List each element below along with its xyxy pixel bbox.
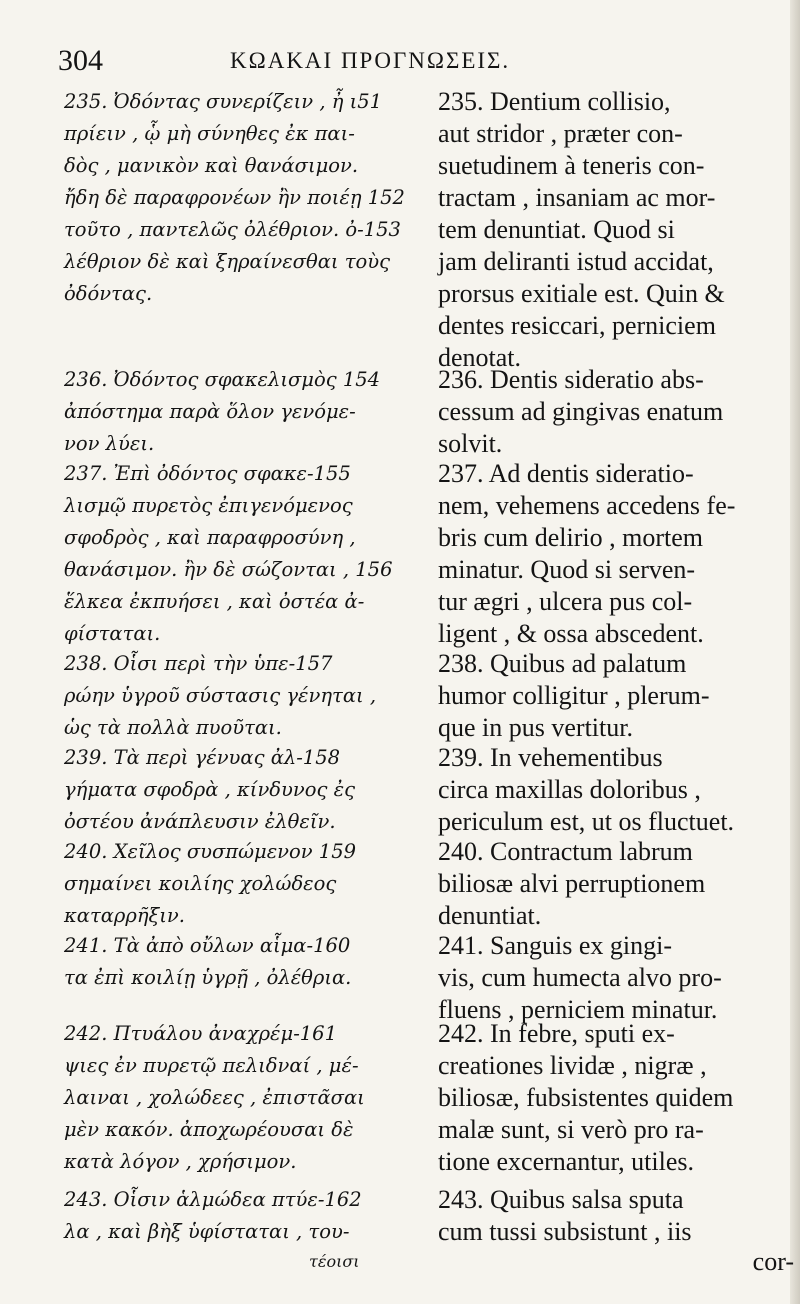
latin-text-line: 235. Dentium collisio, — [438, 87, 671, 116]
latin-text-line: cum tussi subsistunt , iis — [438, 1217, 692, 1246]
latin-text-line: tem denuntiat. Quod si — [438, 215, 675, 244]
greek-text-line: 236. Ὀδόντος σφακελισμὸς 154 — [64, 368, 381, 391]
latin-text-line: jam deliranti istud accidat, — [438, 247, 714, 276]
latin-text-line: tur ægri , ulcera pus col- — [438, 587, 693, 616]
latin-text-line: tione excernantur, utiles. — [438, 1147, 694, 1176]
greek-text-line: πρίειν , ᾧ μὴ σύνηθες ἐκ παι- — [64, 122, 355, 145]
greek-text-line: ὀστέου ἀνάπλευσιν ἐλθεῖν. — [64, 810, 336, 833]
greek-text-line: καταρρῆξιν. — [64, 904, 185, 927]
latin-text-line: bris cum delirio , mortem — [438, 523, 704, 552]
latin-text-line: 242. In febre, sputi ex- — [438, 1019, 675, 1048]
latin-text-line: malæ sunt, si verò pro ra- — [438, 1115, 704, 1144]
text-columns — [64, 86, 794, 1286]
greek-text-line: ρώην ὑγροῦ σύστασις γένηται , — [64, 684, 377, 707]
latin-text-line: minatur. Quod si serven- — [438, 555, 696, 584]
greek-text-line: 243. Οἷσιν ἁλμώδεα πτύε-162 — [64, 1188, 362, 1211]
greek-text-line: 238. Οἷσι περὶ τὴν ὑπε-157 — [64, 652, 333, 675]
greek-text-line: γήματα σφοδρὰ , κίνδυνος ἐς — [64, 778, 355, 801]
latin-text-line: 237. Ad dentis sideratio- — [438, 459, 694, 488]
latin-text-line: 238. Quibus ad palatum — [438, 649, 687, 678]
latin-text-line: 236. Dentis sideratio abs- — [438, 365, 704, 394]
latin-text-line: 241. Sanguis ex gingi- — [438, 931, 672, 960]
latin-text-line: aut stridor , præter con- — [438, 119, 683, 148]
greek-text-line: λέθριον δὲ καὶ ξηραίνεσθαι τοὺς — [64, 250, 391, 273]
latin-text-line: suetudinem à teneris con- — [438, 151, 705, 180]
greek-text-line: ἤδη δὲ παραφρονέων ἢν ποιέῃ 152 — [64, 186, 405, 209]
latin-text-line: 239. In vehementibus — [438, 743, 663, 772]
latin-text-line: ligent , & ossa abscedent. — [438, 619, 704, 648]
greek-text-line: 242. Πτυάλου ἀναχρέμ-161 — [64, 1022, 337, 1045]
latin-text-line: biliosæ alvi perruptionem — [438, 869, 706, 898]
greek-text-line: δὸς , μανικὸν καὶ θανάσιμον. — [64, 154, 359, 177]
latin-text-line: solvit. — [438, 429, 503, 458]
greek-text-line: τα ἐπὶ κοιλίῃ ὑγρῇ , ὀλέθρια. — [64, 966, 352, 989]
latin-text-line: humor colligitur , plerum- — [438, 681, 710, 710]
greek-text-line: σφοδρὸς , καὶ παραφροσύνη , — [64, 526, 356, 549]
latin-text-line: creationes lividæ , nigræ , — [438, 1051, 707, 1080]
greek-text-line: ἕλκεα ἐκπυήσει , καὶ ὀστέα ἀ- — [64, 590, 365, 613]
greek-text-line: νον λύει. — [64, 432, 155, 455]
page-header — [58, 38, 758, 78]
greek-text-line: ὡς τὰ πολλὰ πυοῦται. — [64, 716, 282, 739]
greek-text-line: 237. Ἐπὶ ὀδόντος σφακε-155 — [64, 462, 351, 485]
latin-text-line: vis, cum humecta alvo pro- — [438, 963, 722, 992]
greek-text-line: 240. Χεῖλος συσπώμενον 159 — [64, 840, 357, 863]
greek-text-line: τέοισι — [309, 1252, 360, 1271]
greek-text-line: 241. Τὰ ἀπὸ οὔλων αἷμα-160 — [64, 934, 351, 957]
greek-text-line: ὀδόντας. — [64, 282, 153, 305]
greek-text-line: τοῦτο , παντελῶς ὀλέθριον. ὀ-153 — [64, 218, 401, 241]
latin-text-line: cor- — [752, 1247, 794, 1276]
latin-text-line: que in pus vertitur. — [438, 713, 633, 742]
greek-text-line: λισμῷ πυρετὸς ἐπιγενόμενος — [64, 494, 353, 517]
greek-text-line: μὲν κακόν. ἀποχωρέουσαι δὲ — [64, 1118, 354, 1141]
greek-text-line: 239. Τὰ περὶ γένυας ἀλ-158 — [64, 746, 341, 769]
latin-text-line: denuntiat. — [438, 901, 542, 930]
greek-text-line: θανάσιμον. ἢν δὲ σώζονται , 156 — [64, 558, 393, 581]
latin-text-line: circa maxillas doloribus , — [438, 775, 701, 804]
page-number: 304 — [58, 44, 103, 77]
latin-text-line: 243. Quibus salsa sputa — [438, 1185, 684, 1214]
latin-text-line: dentes resiccari, perniciem — [438, 311, 716, 340]
latin-text-line: prorsus exitiale est. Quin & — [438, 279, 725, 308]
latin-text-line: nem, vehemens accedens fe- — [438, 491, 736, 520]
latin-text-line: denotat. — [438, 343, 522, 372]
running-title: ΚΩΑΚΑΙ ΠΡΟΓΝΩΣΕΙΣ. — [230, 48, 511, 73]
latin-text-line: biliosæ, fubsistentes quidem — [438, 1083, 734, 1112]
greek-text-line: σημαίνει κοιλίης χολώδεος — [64, 872, 337, 895]
greek-text-line: λαιναι , χολώδεες , ἐπιστᾶσαι — [64, 1086, 365, 1109]
greek-text-line: ἀπόστημα παρὰ ὅλον γενόμε- — [64, 400, 356, 423]
greek-text-line: 235. Ὀδόντας συνερίζειν , ἦ ι51 — [64, 90, 383, 113]
greek-text-line: ψιες ἐν πυρετῷ πελιδναί , μέ- — [64, 1054, 359, 1077]
greek-text-line: φίσταται. — [64, 622, 161, 645]
latin-text-line: fluens , perniciem minatur. — [438, 995, 718, 1024]
latin-text-line: 240. Contractum labrum — [438, 837, 693, 866]
latin-text-line: tractam , insaniam ac mor- — [438, 183, 716, 212]
latin-text-line: periculum est, ut os fluctuet. — [438, 807, 735, 836]
greek-text-line: κατὰ λόγον , χρήσιμον. — [64, 1150, 297, 1173]
latin-text-line: cessum ad gingivas enatum — [438, 397, 724, 426]
greek-text-line: λα , καὶ βὴξ ὑφίσταται , του- — [64, 1220, 350, 1243]
